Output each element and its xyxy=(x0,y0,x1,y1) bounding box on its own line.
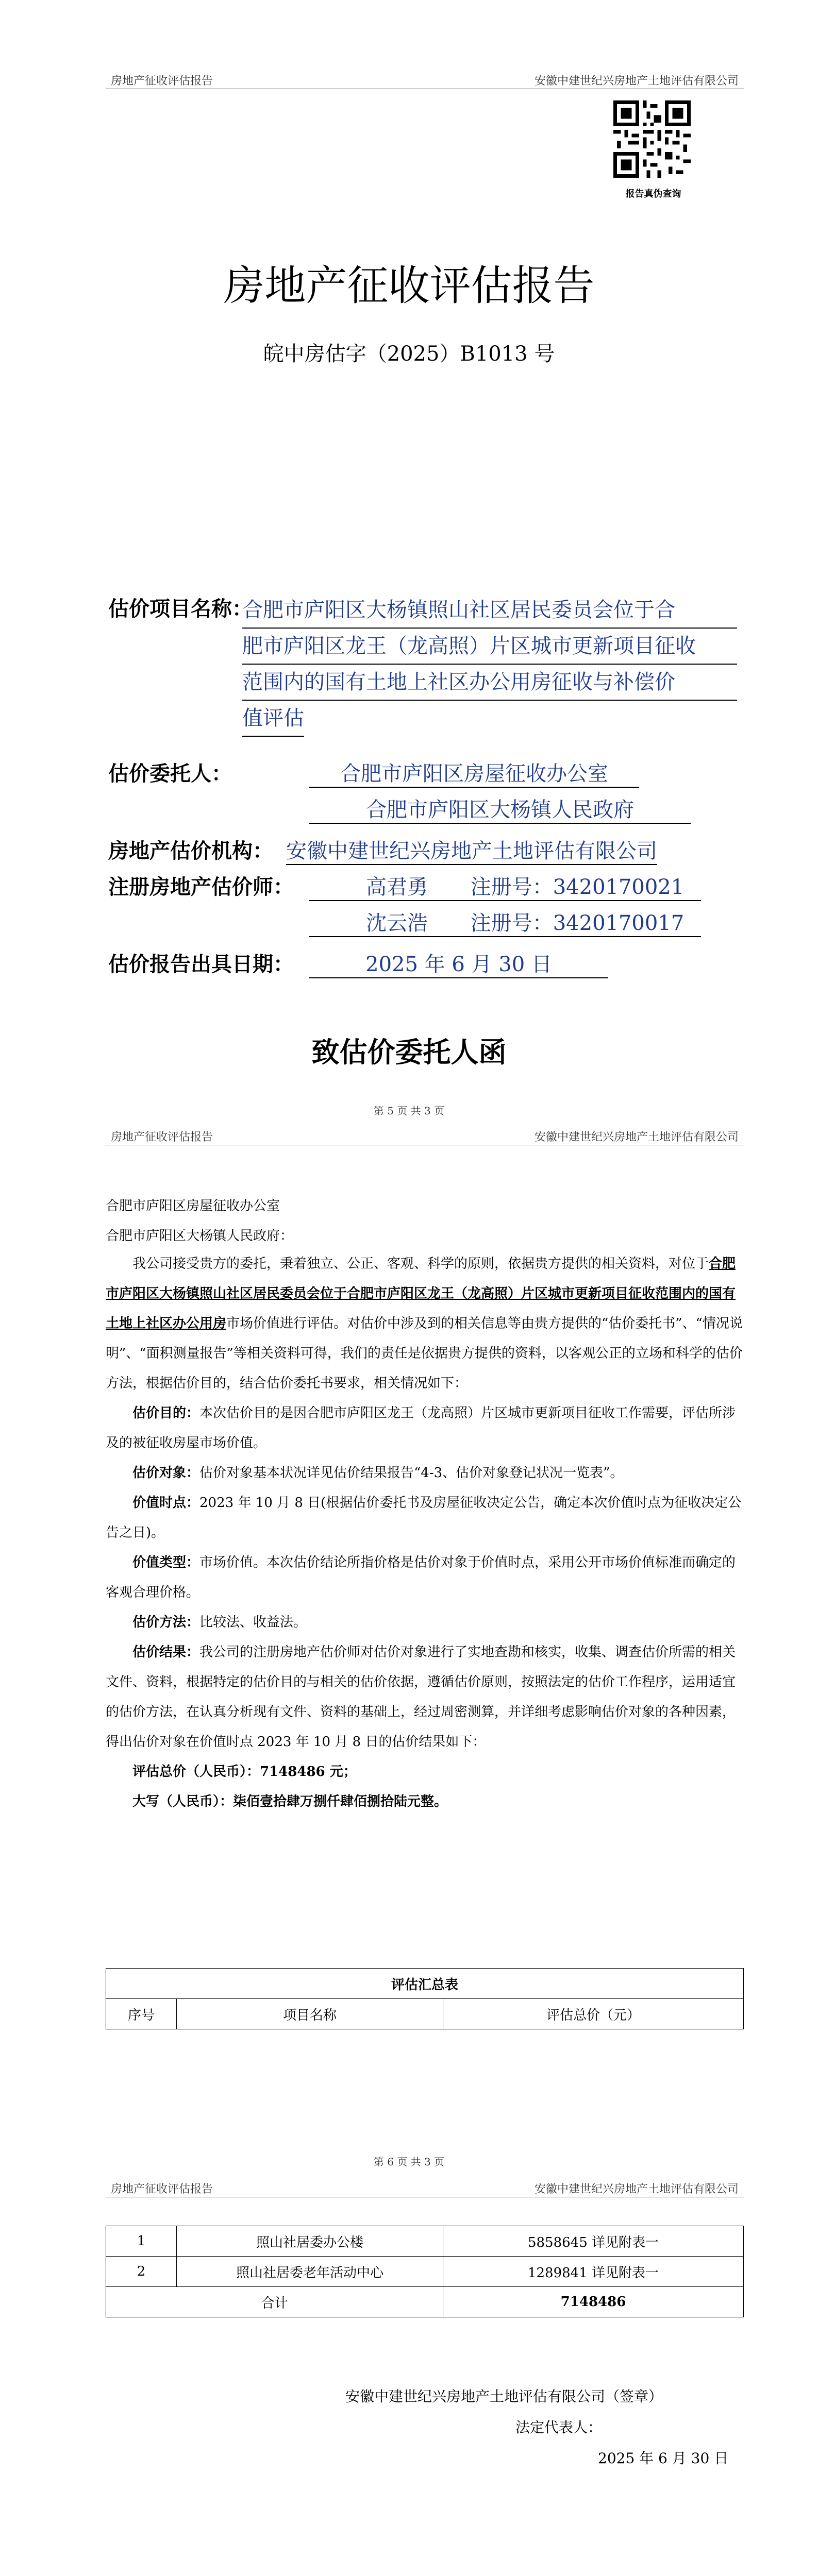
header-right: 安徽中建世纪兴房地产土地评估有限公司 xyxy=(534,2183,739,2196)
project-name-label: 估价项目名称： xyxy=(108,597,253,621)
project-line: 合肥市庐阳区大杨镇照山社区居民委员会位于合 xyxy=(242,592,737,629)
total-price: 评估总价（人民币）：7148486 元； xyxy=(132,1764,357,1780)
agency-value: 安徽中建世纪兴房地产土地评估有限公司 xyxy=(286,835,657,865)
total-price-upper: 大写（人民币）：柒佰壹拾肆万捌仟肆佰捌拾陆元整。 xyxy=(132,1794,448,1809)
table-total-row: 合计 7148486 xyxy=(106,2287,744,2317)
object-paragraph: 估价对象：估价对象基本状况详见估价结果报告“4-3、估价对象登记状况一览表”。 xyxy=(132,1465,624,1481)
method-paragraph: 估价方法：比较法、收益法。 xyxy=(132,1615,307,1630)
appraiser-label: 注册房地产估价师： xyxy=(108,875,294,899)
client-1: 合肥市庐阳区房屋征收办公室 xyxy=(309,757,639,788)
purpose-paragraph: 估价目的：本次估价目的是因合肥市庐阳区龙王（龙高照）片区城市更新项目征收工作需要，评估所涉及的被征收房屋市场价值。 xyxy=(106,1405,736,1451)
project-line: 范围内的国有土地上社区办公用房征收与补偿价 xyxy=(242,665,737,701)
project-line: 肥市庐阳区龙王（龙高照）片区城市更新项目征收 xyxy=(242,629,737,665)
appraiser-name: 沈云浩 xyxy=(366,911,428,935)
header-left: 房地产征收评估报告 xyxy=(111,1131,213,1144)
appraiser-reg: 注册号：3420170017 xyxy=(470,911,685,935)
value-time-paragraph: 价值时点：2023 年 10 月 8 日(根据估价委托书及房屋征收决定公告，确定本次价值时点为征收决定公告之日)。 xyxy=(106,1495,742,1540)
project-emphasis: 合肥市庐阳区大杨镇照山社区居民委员会位于合肥市庐阳区龙王（龙高照）片区城市更新项目征收范围内的国有土地上社区办公用房 xyxy=(106,1256,736,1331)
report-title: 房地产征收评估报告 xyxy=(223,262,595,310)
page-footer: 第 6 页 共 3 页 xyxy=(373,2156,445,2168)
table-row: 1 照山社居委办公楼 5858645 详见附表一 xyxy=(106,2226,744,2257)
table-row: 2 照山社居委老年活动中心 1289841 详见附表一 xyxy=(106,2257,744,2287)
client-label: 估价委托人： xyxy=(108,761,232,786)
table-caption: 评估汇总表 xyxy=(106,1969,744,1999)
signature-date: 2025 年 6 月 30 日 xyxy=(598,2450,729,2467)
col-name: 项目名称 xyxy=(177,1999,443,2029)
addressee-2: 合肥市庐阳区大杨镇人民政府： xyxy=(106,1228,294,1244)
signature-company: 安徽中建世纪兴房地产土地评估有限公司（签章） xyxy=(345,2388,663,2405)
report-date: 2025 年 6 月 30 日 xyxy=(309,948,608,978)
col-no: 序号 xyxy=(106,1999,177,2029)
date-label: 估价报告出具日期： xyxy=(108,952,294,976)
report-number: 皖中房估字（2025）B1013 号 xyxy=(263,342,555,366)
qr-caption: 报告真伪查询 xyxy=(625,189,681,199)
table-header-row xyxy=(106,1999,744,2029)
header-right: 安徽中建世纪兴房地产土地评估有限公司 xyxy=(534,1131,739,1144)
letter-title: 致估价委托人函 xyxy=(311,1036,507,1069)
qr-code-icon[interactable] xyxy=(613,100,691,178)
project-line: 值评估 xyxy=(242,701,304,737)
appraiser-2 xyxy=(309,907,701,937)
value-type-paragraph: 价值类型：市场价值。本次估价结论所指价格是估价对象于价值时点，采用公开市场价值标准而确定的客观合理价格。 xyxy=(106,1555,736,1600)
signature-representative: 法定代表人： xyxy=(515,2419,603,2436)
addressee-1: 合肥市庐阳区房屋征收办公室 xyxy=(106,1198,280,1214)
agency-label: 房地产估价机构： xyxy=(108,839,273,863)
page-footer: 第 5 页 共 3 页 xyxy=(373,1105,445,1117)
client-2: 合肥市庐阳区大杨镇人民政府 xyxy=(309,793,691,824)
summary-table-continued xyxy=(106,2226,744,2317)
project-name-value xyxy=(242,592,737,737)
appraiser-reg: 注册号：3420170021 xyxy=(470,875,685,899)
summary-table xyxy=(106,1968,744,2029)
col-value: 评估总价（元） xyxy=(443,1999,744,2029)
letter-body xyxy=(106,1249,744,1817)
header-right: 安徽中建世纪兴房地产土地评估有限公司 xyxy=(534,75,739,88)
intro-paragraph: 我公司接受贵方的委托，秉着独立、公正、客观、科学的原则，依据贵方提供的相关资料，对位于合肥市庐阳区大杨镇照山社区居民委员会位于合肥市庐阳区龙王（龙高照）片区城市更新项目征收范围内的国有土地上社区办公用房市场价值进行评估。对估价中涉及到的相关信息等由贵方提供的“估价委托书”、“情况说明”、“面积测量报告”等相关资料可得，我们的责任是依据贵方提供的资料，以客观公正的立场和科学的估价方法，根据估价目的，结合估价委托书要求，相关情况如下： xyxy=(106,1256,743,1391)
appraiser-name: 高君勇 xyxy=(366,875,428,899)
appraiser-1 xyxy=(309,871,701,901)
result-paragraph: 估价结果：我公司的注册房地产估价师对估价对象进行了实地查勘和核实，收集、调查估价所需的相关文件、资料，根据特定的估价目的与相关的估价依据，遵循估价原则，按照法定的估价工作程序，运用适宜的估价方法，在认真分析现有文件、资料的基础上，经过周密测算，并详细考虑影响估价对象的各种因素，得出估价对象在价值时点 2023 年 10 月 8 日的估价结果如下： xyxy=(106,1645,736,1750)
header-left: 房地产征收评估报告 xyxy=(111,2183,213,2196)
header-left: 房地产征收评估报告 xyxy=(111,75,213,88)
